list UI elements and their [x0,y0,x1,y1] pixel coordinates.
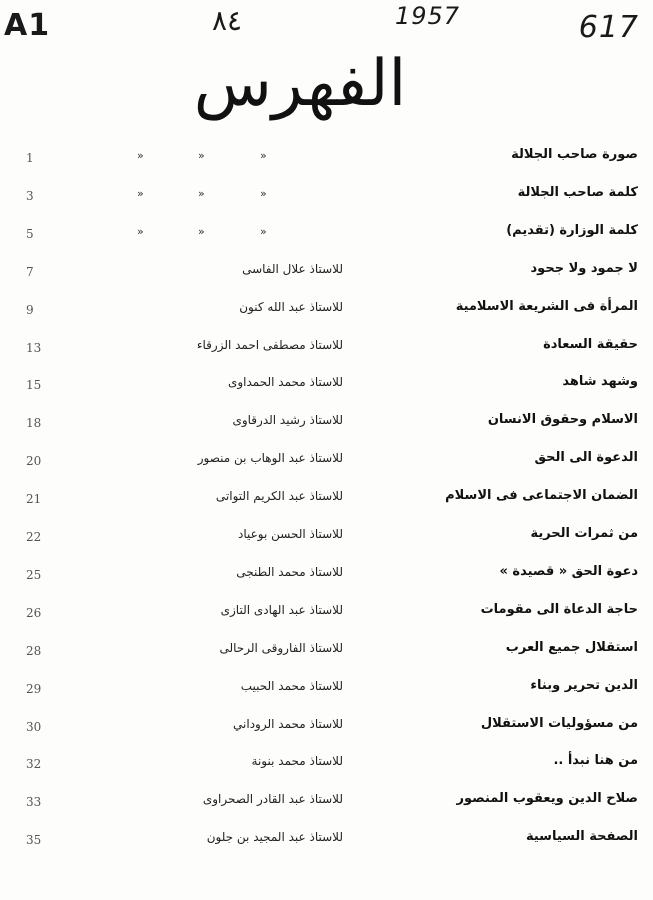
toc-topic: استقلال جميع العرب [505,640,638,655]
toc-page-number: 13 [26,341,42,355]
ditto-mark: » [198,225,205,238]
toc-row [0,712,653,748]
toc-author: للاستاذ عبد الكريم التواتى [215,489,343,503]
toc-author: للاستاذ عبد القادر الصحراوى [202,792,343,806]
toc-topic: لا جمود ولا جحود [530,261,638,276]
ditto-mark: » [137,149,144,162]
toc-page-number: 7 [26,265,34,279]
ditto-mark: » [260,187,267,200]
handwritten-ref: A1 [4,8,51,43]
toc-author: للاستاذ عبد الهادى التازى [220,603,343,617]
ditto-mark: » [260,225,267,238]
toc-row [0,295,653,331]
toc-topic: الاسلام وحقوق الانسان [487,412,638,427]
toc-page-number: 20 [26,454,42,468]
toc-row [0,181,653,217]
page-title: الفهرس [193,47,407,121]
toc-row [0,560,653,596]
toc-author: للاستاذ عبد الوهاب بن منصور [197,451,343,465]
toc-topic: الضمان الاجتماعى فى الاسلام [445,488,638,503]
toc-topic: كلمة صاحب الجلالة [517,185,638,200]
toc-topic: دعوة الحق « قصيدة » [499,564,638,579]
toc-row [0,598,653,634]
toc-topic: من هنا نبدأ .. [553,753,638,768]
toc-page-number: 15 [26,378,42,392]
handwritten-number: ٨٤ [212,4,243,37]
toc-author: للاستاذ الحسن بوعياد [237,527,343,541]
toc-page-number: 26 [26,606,42,620]
toc-row [0,484,653,520]
toc-page-number: 3 [26,189,34,203]
toc-page-number: 32 [26,757,42,771]
toc-author: للاستاذ عبد الله كنون [239,300,343,314]
handwritten-year: 1957 [395,2,461,30]
toc-topic: حقيقة السعادة [543,337,638,352]
toc-page-number: 9 [26,303,34,317]
toc-topic: صلاح الدين ويعقوب المنصور [456,791,638,806]
toc-page-number: 18 [26,416,42,430]
toc-row [0,257,653,293]
toc-page-number: 22 [26,530,42,544]
toc-topic: المرأة فى الشريعة الاسلامية [455,299,638,314]
toc-topic: من مسؤوليات الاستقلال [480,716,638,731]
toc-row [0,333,653,369]
toc-author: للاستاذ مصطفى احمد الزرقاء [196,338,343,352]
toc-row [0,636,653,672]
toc-topic: وشهد شاهد [562,374,638,389]
toc-row [0,370,653,406]
toc-topic: الصفحة السياسية [525,829,638,844]
handwritten-page-number: 617 [578,10,639,45]
toc-author: للاستاذ محمد الحبيب [240,679,343,693]
toc-author: للاستاذ محمد الحمداوى [227,375,343,389]
toc-row [0,219,653,255]
toc-author: للاستاذ محمد الروداني [233,717,343,731]
toc-page-number: 25 [26,568,42,582]
toc-page-number: 28 [26,644,42,658]
toc-page-number: 5 [26,227,34,241]
toc-author: للاستاذ محمد بنونة [251,754,343,768]
toc-topic: الدعوة الى الحق [534,450,638,465]
toc-page-number: 30 [26,720,42,734]
toc-author: للاستاذ علال الفاسى [242,262,343,276]
toc-author: للاستاذ عبد المجيد بن جلون [206,830,343,844]
toc-page-number: 29 [26,682,42,696]
toc-topic: الدين تحرير وبناء [530,678,638,693]
table-of-contents [0,143,653,863]
toc-topic: من ثمرات الحرية [530,526,638,541]
toc-author: للاستاذ رشيد الدرقاوى [232,413,343,427]
toc-author: للاستاذ محمد الطنجى [236,565,343,579]
toc-row [0,787,653,823]
ditto-mark: » [198,187,205,200]
toc-row [0,825,653,861]
toc-row [0,446,653,482]
toc-page-number: 35 [26,833,42,847]
toc-row [0,674,653,710]
toc-page-number: 1 [26,151,34,165]
toc-row [0,408,653,444]
toc-row [0,143,653,179]
toc-page-number: 21 [26,492,42,506]
ditto-mark: » [260,149,267,162]
toc-row [0,522,653,558]
ditto-mark: » [198,149,205,162]
toc-topic: حاجة الدعاة الى مقومات [480,602,638,617]
toc-page-number: 33 [26,795,42,809]
toc-topic: كلمة الوزارة (تقديم) [506,223,638,238]
toc-topic: صورة صاحب الجلالة [511,147,638,162]
ditto-mark: » [137,225,144,238]
toc-row [0,749,653,785]
ditto-mark: » [137,187,144,200]
toc-author: للاستاذ الفاروقى الرحالى [219,641,343,655]
